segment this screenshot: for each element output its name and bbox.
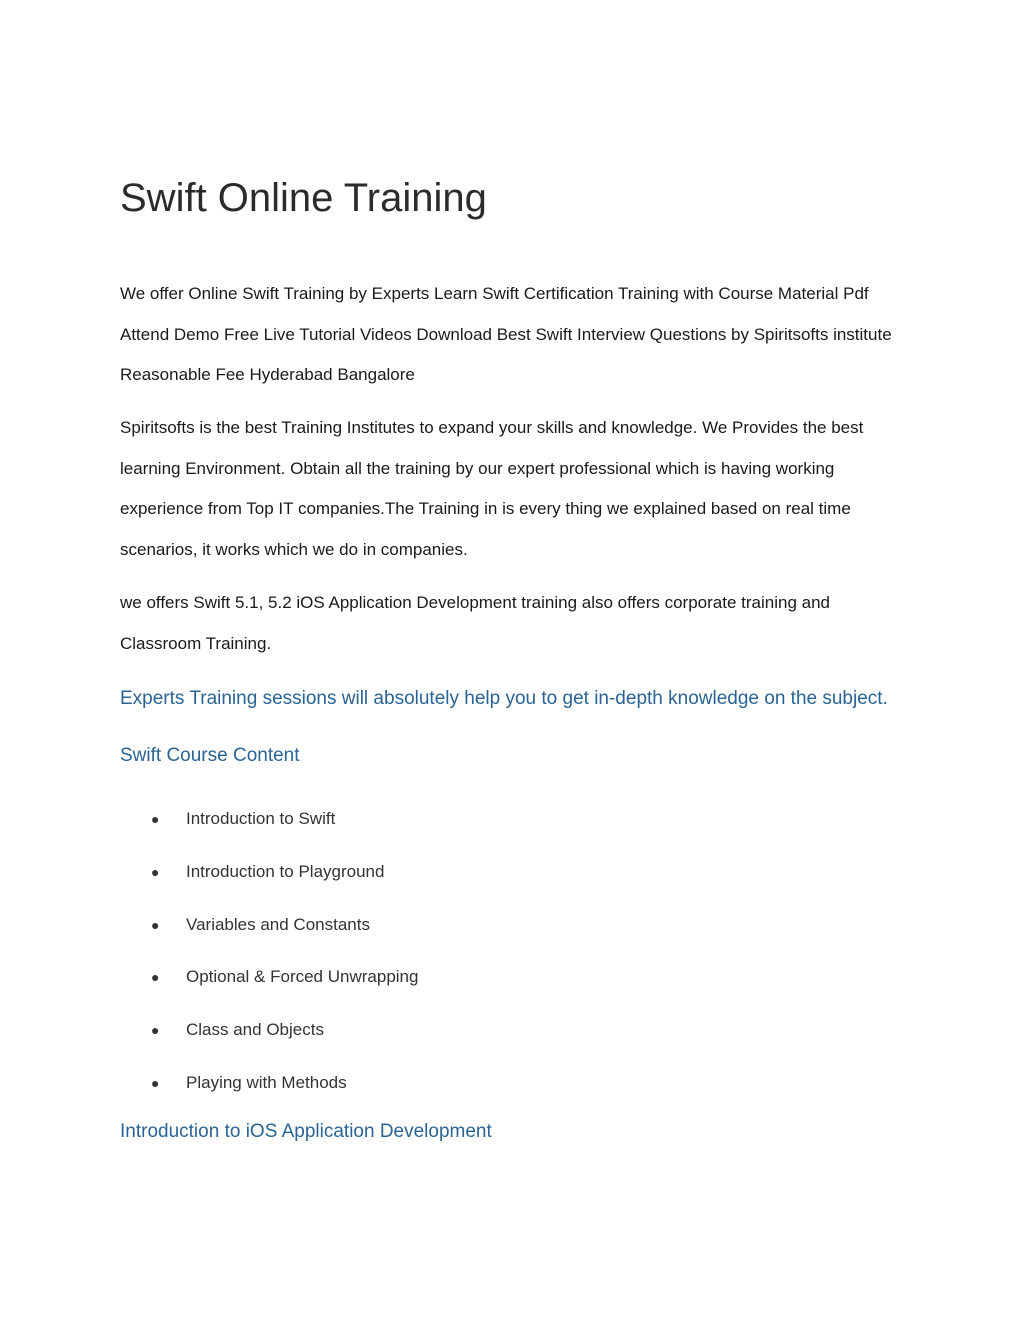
bullet-icon: ● bbox=[151, 863, 160, 880]
list-item-label: Class and Objects bbox=[186, 1020, 324, 1040]
about-paragraph: Spiritsofts is the best Training Institutes to expand your skills and knowledge. We Provides the best learning Environment. Obtain all the training by our expert professional which is having working experience from Top IT companies.The Training in is every thing we explained based on real time scenarios, it works which we do in companies. bbox=[120, 418, 864, 559]
bullet-icon: ● bbox=[151, 811, 160, 827]
bullet-icon: ● bbox=[151, 916, 160, 933]
list-item-label: Optional & Forced Unwrapping bbox=[186, 967, 419, 987]
offers-paragraph: we offers Swift 5.1, 5.2 iOS Application Development training also offers corporate training and Classroom Training. bbox=[120, 593, 830, 653]
course-content-heading: Swift Course Content bbox=[120, 745, 300, 766]
list-item-label: Introduction to Swift bbox=[186, 809, 336, 828]
bullet-icon: ● bbox=[151, 969, 160, 986]
bullet-icon: ● bbox=[151, 1022, 160, 1039]
page-title: Swift Online Training bbox=[120, 176, 487, 220]
bullet-icon: ● bbox=[151, 1074, 160, 1091]
list-item-label: Playing with Methods bbox=[186, 1072, 347, 1092]
list-item-label: Variables and Constants bbox=[186, 914, 370, 934]
intro-paragraph: We offer Online Swift Training by Experts Learn Swift Certification Training with Course Material Pdf Attend Demo Free Live Tutorial Videos Download Best Swift Interview Questions by Spiritsofts institute Reasonable Fee Hyderabad Bangalore bbox=[120, 284, 892, 384]
ios-development-heading: Introduction to iOS Application Development bbox=[120, 1121, 492, 1142]
highlight-statement: Experts Training sessions will absolutely help you to get in-depth knowledge on the subject. bbox=[120, 688, 888, 709]
list-item-label: Introduction to Playground bbox=[186, 861, 385, 881]
